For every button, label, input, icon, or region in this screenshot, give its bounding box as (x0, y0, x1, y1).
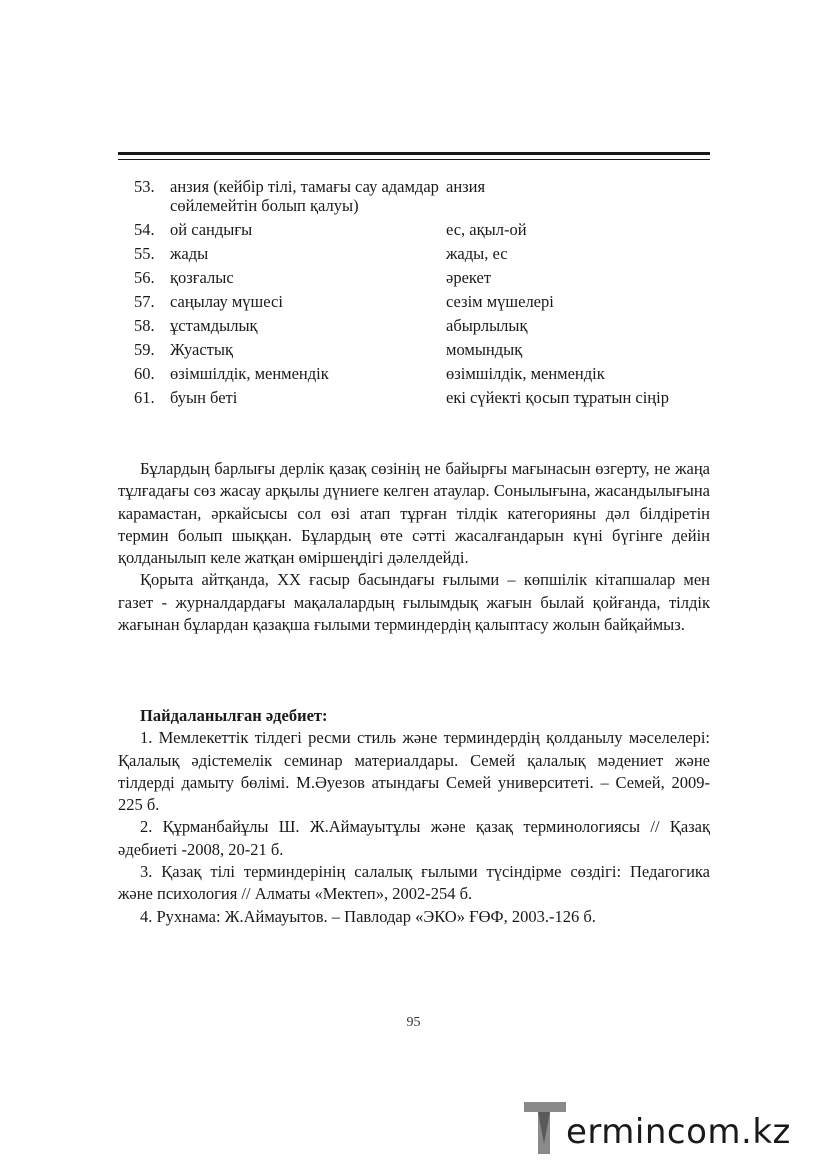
term-target: абырлылық (446, 316, 528, 335)
term-number: 57. (134, 292, 155, 311)
page-number: 95 (406, 1015, 421, 1030)
term-number: 56. (134, 268, 155, 287)
term-source: ой сандығы (170, 220, 253, 239)
paragraph-1: Бұлардың барлығы дерлік қазақ сөзінің не байырғы мағынасын өзгерту, не жаңа тұлғадағы сөз жасау арқылы дүниеге келген атаулар. Сонылығына, жасандылығына карамастан, әркайсысы сол өзі атап тұрған тілдік категорияны дәл білдіретін термин болып шыққан. Бұлардың өте сәтті жасалғандарын күні бүгінге дейін қолданылып келе жатқан өміршеңдігі дәлелдейді. (118, 459, 710, 568)
termincom-logo[interactable] (522, 1100, 822, 1160)
term-target: сезім мүшелері (446, 292, 554, 311)
body-text (118, 458, 710, 636)
references-heading: Пайдаланылған әдебиет: (140, 706, 328, 725)
term-table (118, 177, 710, 412)
term-source: буын беті (170, 388, 238, 407)
term-source: Жуастық (170, 340, 233, 359)
termincom-logo-icon (522, 1100, 568, 1156)
reference-item-1: 1. Мемлекеттік тілдегі ресми стиль және терминдердің қолданылу мәселелері: Қалалық әдістемелік семинар материалдары. Семей қалалық мәдениет және тілдерді дамыту бөлімі. М.Әуезов атындағы Семей университеті. – Семей, 2009-225 б. (118, 728, 710, 815)
term-target: екі сүйекті қосып тұратын сіңір (446, 388, 669, 407)
header-rule-thin (118, 159, 710, 160)
term-row (118, 316, 710, 340)
term-source: жады (170, 244, 209, 263)
term-target: өзімшілдік, менмендік (446, 364, 605, 383)
term-number: 55. (134, 244, 155, 263)
term-row (118, 220, 710, 244)
term-row (118, 268, 710, 292)
term-row (118, 340, 710, 364)
term-target: ес, ақыл-ой (446, 220, 527, 239)
term-number: 61. (134, 388, 155, 407)
paragraph-2: Қорыта айтқанда, ХХ ғасыр басындағы ғылыми – көпшілік кітапшалар мен газет - журналдардағы мақалалардың ғылымдық жағын былай қойғанда, тілдік жағынан бұлардан қазақша ғылыми терминдердің қалыптасу жолын байқаймыз. (118, 570, 710, 635)
term-target: момындық (446, 340, 523, 359)
term-source: ұстамдылық (170, 316, 258, 335)
term-number: 53. (134, 177, 155, 196)
references-section (118, 705, 710, 928)
term-number: 59. (134, 340, 155, 359)
term-row (118, 388, 710, 412)
logo-text: ermincom.kz (566, 1112, 791, 1152)
term-source: анзия (кейбір тілі, тамағы сау адамдар сөйлемейтін болып қалуы) (170, 177, 439, 215)
term-target: анзия (446, 177, 486, 196)
term-row (118, 244, 710, 268)
term-number: 54. (134, 220, 155, 239)
reference-item-3: 3. Қазақ тілі терминдерінің салалық ғылыми түсіндірме сөздігі: Педагогика және психология // Алматы «Мектеп», 2002-254 б. (118, 862, 710, 904)
header-rule-thick (118, 152, 710, 155)
term-row (118, 364, 710, 388)
term-number: 58. (134, 316, 155, 335)
term-source: саңылау мүшесі (170, 292, 283, 311)
term-number: 60. (134, 364, 155, 383)
reference-item-2: 2. Құрманбайұлы Ш. Ж.Аймауытұлы және қазақ терминологиясы // Қазақ әдебиеті -2008, 20-21 б. (118, 817, 710, 859)
term-source: өзімшілдік, менмендік (170, 364, 329, 383)
term-source: қозғалыс (170, 268, 234, 287)
term-row (118, 177, 710, 220)
term-target: әрекет (446, 268, 492, 287)
term-target: жады, ес (446, 244, 508, 263)
reference-item-4: 4. Рухнама: Ж.Аймауытов. – Павлодар «ЭКО» ҒӨФ, 2003.-126 б. (140, 906, 596, 926)
term-row (118, 292, 710, 316)
